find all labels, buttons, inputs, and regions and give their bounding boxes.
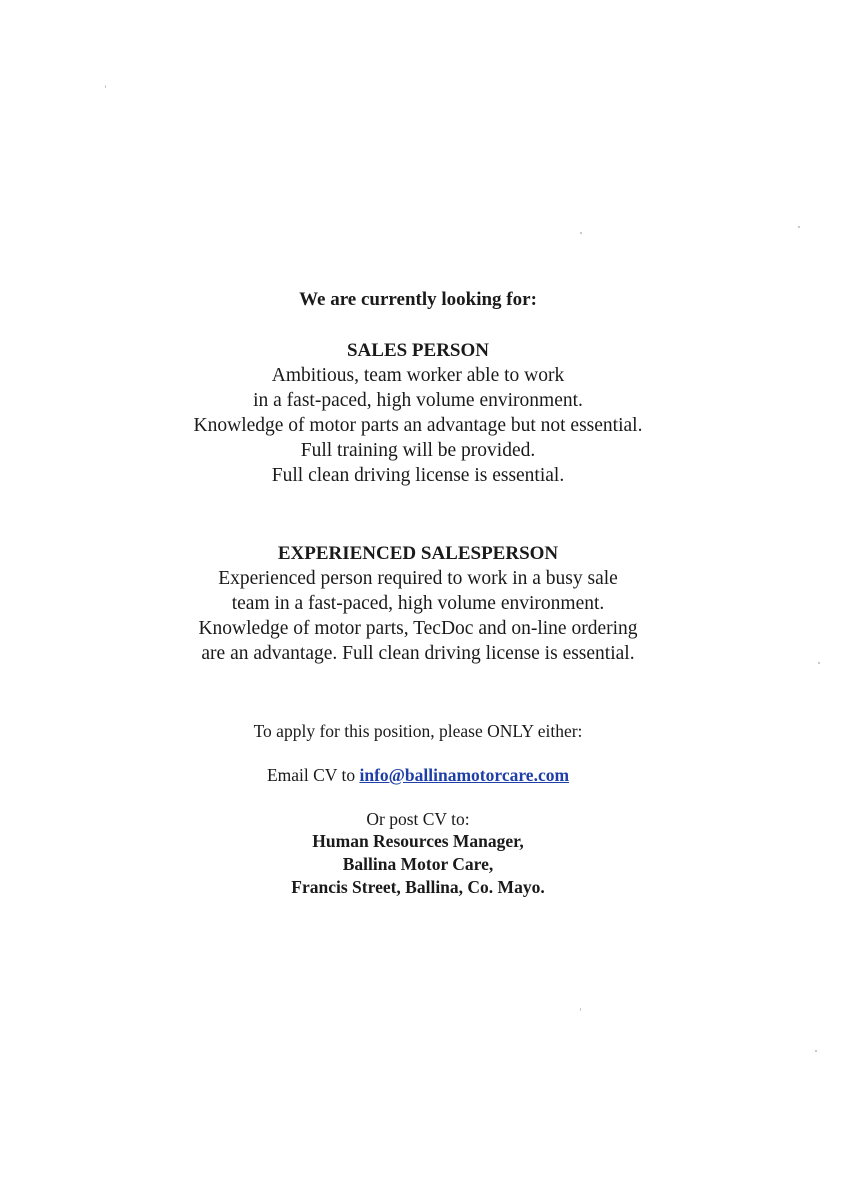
scan-speck — [798, 226, 800, 228]
job-title: EXPERIENCED SALESPERSON — [277, 543, 559, 564]
intro-heading: We are currently looking for: — [299, 289, 537, 310]
scan-speck — [105, 85, 106, 88]
job-description-line: Full training will be provided. — [300, 440, 536, 461]
job-description-line: in a fast-paced, high volume environment. — [253, 390, 583, 411]
intro-block — [0, 287, 836, 312]
scan-speck — [580, 232, 582, 234]
job-description-line: Knowledge of motor parts an advantage but not essential. — [193, 415, 643, 436]
scan-speck — [580, 1008, 581, 1011]
apply-instructions — [0, 720, 836, 742]
address-line: Ballina Motor Care, — [342, 854, 494, 874]
job-description-line: Full clean driving license is essential. — [271, 465, 565, 486]
job-title: SALES PERSON — [346, 340, 490, 361]
job-description-line: are an advantage. Full clean driving license is essential. — [201, 643, 635, 664]
job-description-line: Knowledge of motor parts, TecDoc and on-line ordering — [198, 618, 638, 639]
address-line: Francis Street, Ballina, Co. Mayo. — [291, 877, 545, 897]
post-intro: Or post CV to: — [366, 809, 470, 829]
email-prefix: Email CV to — [266, 765, 360, 785]
scan-speck — [815, 1050, 817, 1052]
job-description-line: team in a fast-paced, high volume environment. — [231, 593, 605, 614]
job-experienced-salesperson — [0, 541, 836, 666]
job-description-line: Ambitious, team worker able to work — [271, 365, 565, 386]
email-block — [0, 764, 836, 786]
postal-block — [0, 808, 836, 899]
email-link[interactable]: info@ballinamotorcare.com — [359, 765, 570, 785]
address-line: Human Resources Manager, — [312, 831, 524, 851]
apply-instruction: To apply for this position, please ONLY either: — [253, 721, 583, 741]
job-sales-person — [0, 338, 836, 488]
email-line — [0, 764, 836, 786]
job-description-line: Experienced person required to work in a busy sale — [218, 568, 618, 589]
